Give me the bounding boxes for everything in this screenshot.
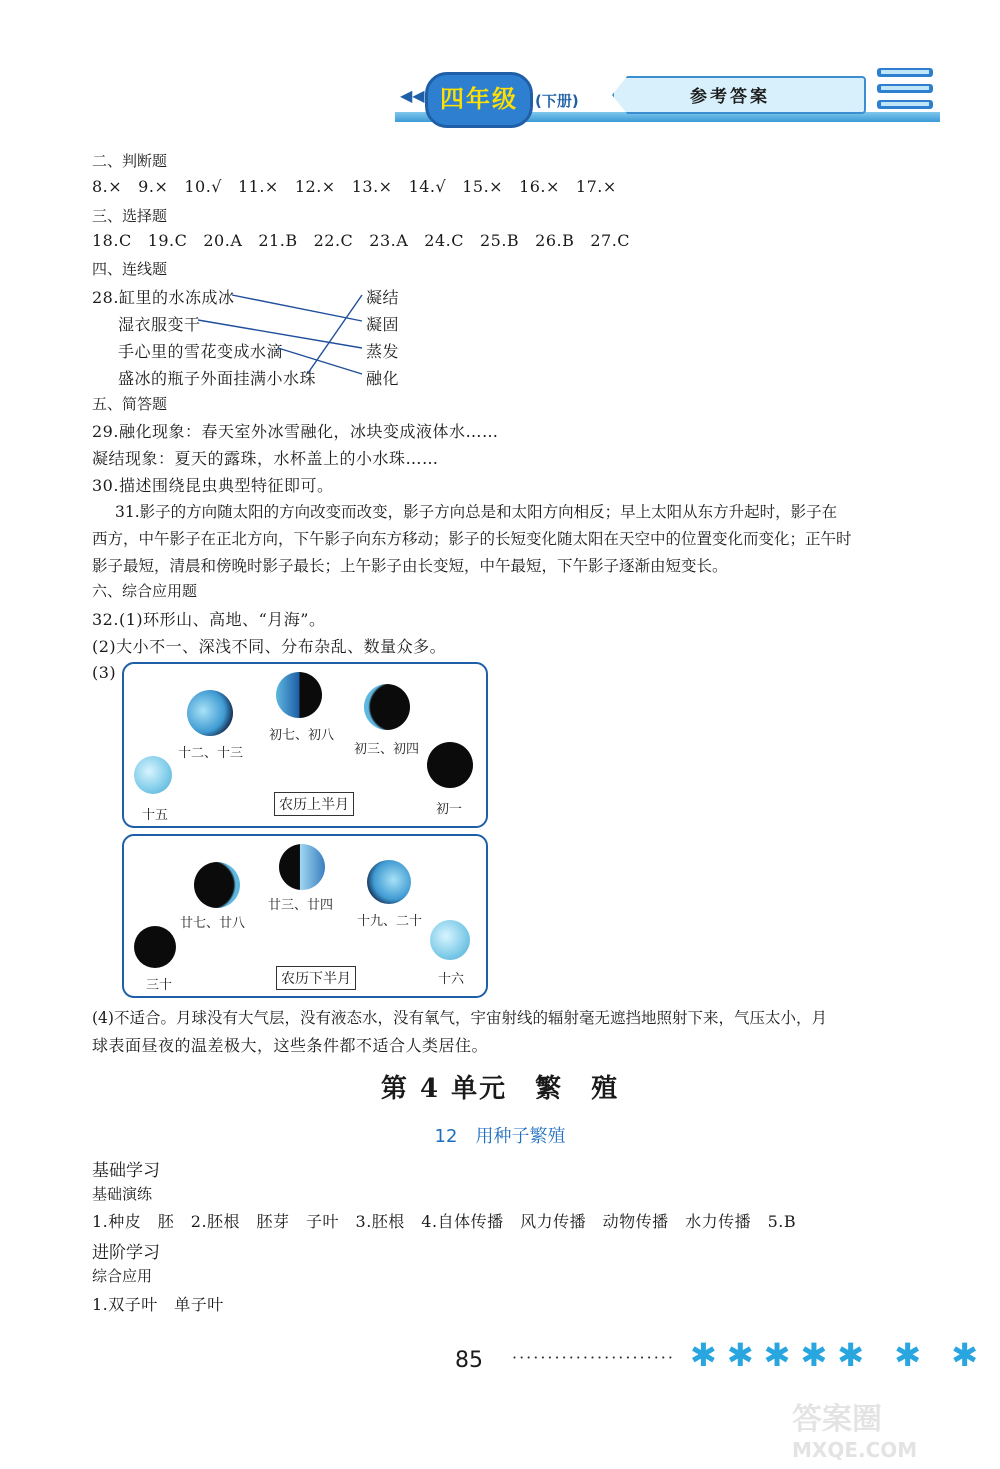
match-right-1: 凝结: [366, 288, 400, 307]
answer-item: 16.×: [519, 177, 560, 196]
answer-item: 23.A: [369, 231, 409, 250]
moon-crescent-icon: [364, 684, 410, 730]
answer-item: 19.C: [147, 231, 188, 250]
answer-31-b: 西方，中午影子在正北方向，下午影子向东方移动；影子的长短变化随太阳在天空中的位置变化而变化；正午时: [92, 530, 852, 548]
advanced-answers: 1.双子叶 单子叶: [92, 1295, 224, 1314]
moon-label: 三十: [146, 978, 173, 993]
section-title-apply: 六、综合应用题: [92, 582, 198, 600]
moon-label: 十二、十三: [178, 746, 244, 761]
unit-title: 第 4 单元 繁 殖: [380, 1074, 620, 1104]
footer-dots: ·······················: [512, 1348, 675, 1367]
match-left-2: 湿衣服变干: [118, 315, 201, 334]
answer-32-4-b: 球表面昼夜的温差极大，这些条件都不适合人类居住。: [92, 1036, 489, 1055]
page-number: 85: [455, 1348, 483, 1373]
advanced-study-heading: 进阶学习: [92, 1243, 160, 1263]
answer-item: 9.×: [138, 177, 169, 196]
answer-item: 8.×: [92, 177, 123, 196]
lesson-title: 12 用种子繁殖: [434, 1126, 566, 1147]
moon-label: 初三、初四: [354, 742, 420, 757]
watermark-top: 答案圈: [792, 1402, 882, 1437]
section-title-judge: 二、判断题: [92, 152, 168, 170]
answer-32-2: (2)大小不一、深浅不同、分布杂乱、数量众多。: [92, 637, 447, 656]
moon-box-caption: 农历下半月: [276, 966, 356, 990]
answer-item: 21.B: [258, 231, 298, 250]
answer-item: 14.√: [408, 177, 447, 196]
answer-30: 30.描述围绕昆虫典型特征即可。: [92, 476, 334, 495]
answer-item: 18.C: [92, 231, 132, 250]
integrated-application-subheading: 综合应用: [92, 1267, 153, 1285]
moon-gibbous-icon: [367, 860, 411, 904]
section-title-short: 五、简答题: [92, 395, 168, 413]
answer-item: 26.B: [535, 231, 575, 250]
match-right-3: 蒸发: [366, 342, 400, 361]
basic-study-heading: 基础学习: [92, 1161, 160, 1181]
grade-badge: 四年级: [425, 72, 533, 128]
answer-item: 13.×: [351, 177, 393, 196]
moon-label: 十九、二十: [357, 914, 423, 929]
volume-label: (下册): [535, 92, 579, 110]
answer-item: 24.C: [424, 231, 464, 250]
answer-item: 20.A: [203, 231, 243, 250]
stars-decoration-icon: ✱✱✱✱✱ ✱ ✱: [690, 1336, 989, 1374]
moon-label: 十五: [142, 808, 169, 823]
moon-full-icon: [134, 756, 172, 794]
basic-answers: 1.种皮 胚 2.胚根 胚芽 子叶 3.胚根 4.自体传播 风力传播 动物传播 水力传播 5.B: [92, 1212, 797, 1231]
moon-last-quarter-icon: [279, 844, 325, 890]
moon-label: 廿三、廿四: [268, 898, 334, 913]
answer-title: 参考答案: [690, 87, 770, 107]
moon-new-icon: [134, 926, 176, 968]
double-left-arrow-icon: ◀◀: [400, 86, 425, 105]
moon-phase-box-upper: [122, 662, 488, 828]
answer-item: 10.√: [184, 177, 222, 196]
answer-29-b: 凝结现象：夏天的露珠，水杯盖上的小水珠……: [92, 449, 439, 468]
basic-drill-subheading: 基础演练: [92, 1185, 153, 1203]
answer-item: 25.B: [479, 231, 520, 250]
match-right-2: 凝固: [366, 315, 400, 334]
answer-31-c: 影子最短，清晨和傍晚时影子最长；上午影子由长变短，中午最短，下午影子逐渐由短变长。: [92, 557, 728, 575]
moon-new-icon: [427, 742, 473, 788]
moon-box-caption: 农历上半月: [274, 792, 354, 816]
match-left-4: 盛冰的瓶子外面挂满小水珠: [118, 369, 317, 388]
moon-label: 初一: [436, 802, 463, 817]
answer-31-a: 31.影子的方向随太阳的方向改变而改变，影子方向总是和太阳方向相反；早上太阳从东方升起时，影子在: [115, 503, 838, 521]
answer-32-3: (3): [92, 663, 117, 682]
match-lines: [0, 0, 1000, 420]
moon-gibbous-icon: [187, 690, 233, 736]
moon-full-icon: [430, 920, 470, 960]
answer-32-1: 32.(1)环形山、高地、“月海”。: [92, 610, 326, 629]
answer-item: 17.×: [575, 177, 617, 196]
match-left-3: 手心里的雪花变成水滴: [118, 342, 284, 361]
answer-item: 27.C: [590, 231, 631, 250]
answer-item: 15.×: [462, 177, 504, 196]
watermark-bottom: MXQE.COM: [792, 1438, 918, 1462]
answer-item: 22.C: [313, 231, 354, 250]
section-title-choice: 三、选择题: [92, 207, 168, 225]
moon-crescent-icon: [194, 862, 240, 908]
moon-label: 十六: [438, 972, 465, 987]
answer-32-4-a: (4)不适合。月球没有大气层，没有液态水，没有氧气，宇宙射线的辐射毫无遮挡地照射下来，气压太小，月: [92, 1009, 827, 1027]
answer-29-a: 29.融化现象：春天室外冰雪融化，冰块变成液体水……: [92, 422, 499, 441]
moon-first-quarter-icon: [276, 672, 322, 718]
match-left-1: 28.缸里的水冻成冰: [92, 288, 235, 307]
match-right-4: 融化: [366, 369, 400, 388]
moon-label: 初七、初八: [269, 728, 335, 743]
section-title-match: 四、连线题: [92, 260, 168, 278]
moon-phase-box-lower: [122, 834, 488, 998]
watermark-logo: [792, 1394, 967, 1464]
answer-item: 12.×: [294, 177, 336, 196]
moon-label: 廿七、廿八: [180, 916, 246, 931]
answer-item: 11.×: [237, 177, 279, 196]
